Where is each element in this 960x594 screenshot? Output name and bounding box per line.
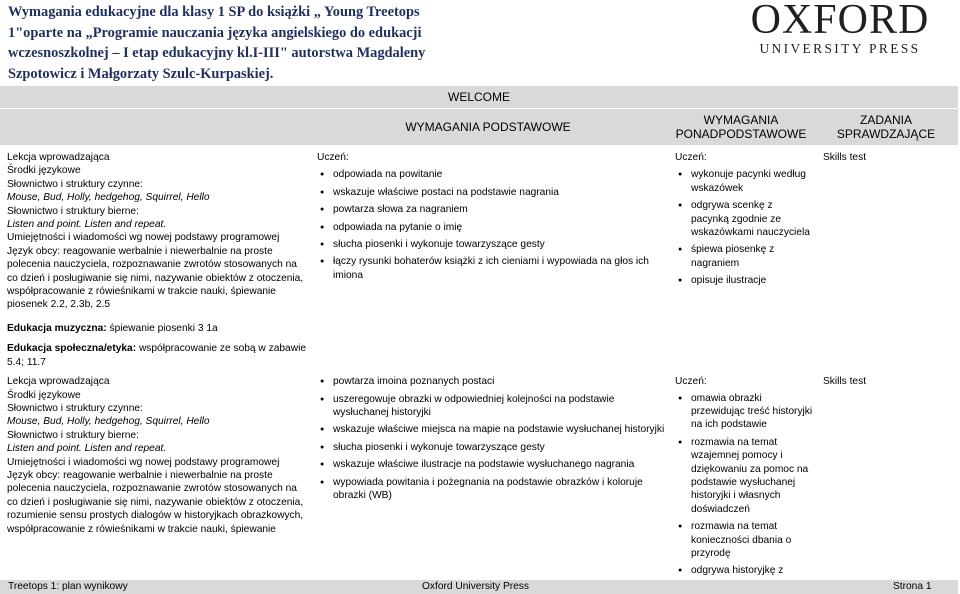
tasks-cell <box>816 369 958 582</box>
footer-page-number: Strona 1 <box>893 581 932 592</box>
language-skills <box>7 469 307 536</box>
oxford-logo <box>742 2 938 57</box>
passive-vocab: Listen and point. Listen and repeat. <box>7 219 167 231</box>
welcome-heading: WELCOME <box>448 90 511 104</box>
skills-heading: Umiejętności i wiadomości wg nowej podstawy programowej <box>7 456 280 468</box>
passive-vocab-label: Słownictwo i struktury bierne: <box>7 429 139 441</box>
active-vocab: Mouse, Bud, Holly, hedgehog, Squirrel, Hello <box>7 416 210 428</box>
skills-test-label: Skills test <box>823 152 867 163</box>
advanced-cell <box>668 369 816 582</box>
table-row <box>0 149 958 312</box>
language-skills <box>7 245 307 312</box>
lesson-title: Lekcja wprowadzająca <box>7 376 110 388</box>
header-basic: WYMAGANIA PODSTAWOWE <box>405 120 571 134</box>
skills-cell <box>0 149 310 312</box>
tasks-cell <box>816 149 958 312</box>
list-item: ● śpiewa piosenkę z nagraniem <box>691 243 813 270</box>
list-item: ● wskazuje właściwe ilustracje na podstawie wysłuchanego nagrania <box>333 458 665 471</box>
list-item: ● powtarza słowa za nagraniem <box>333 203 665 216</box>
social-label: Edukacja społeczna/etyka: <box>7 343 137 355</box>
active-vocab-label: Słownictwo i struktury czynne: <box>7 178 143 190</box>
list-item: ● odpowiada na pytanie o imię <box>333 221 665 234</box>
requirements-table <box>0 149 958 582</box>
language-text: reagowanie werbalnie i niewerbalnie na proste polecenia nauczyciela, rozpoznawanie zwrotów stosowanych na co dzień i posługiwanie się nimi, nazywanie obiektów z otoczenia, współpracowanie z rówieśnikami w trakcie nauki, śpiewanie piosenek 2.2, 2.3b, 2.5 <box>7 245 304 311</box>
language-label: Język obcy: <box>7 469 61 481</box>
list-item: ● wypowiada powitania i pożegnania na podstawie obrazków i koloruje obrazki (WB) <box>333 476 665 503</box>
basic-list <box>317 168 665 282</box>
advanced-cell <box>668 149 816 312</box>
list-item: ● omawia obrazki przewidując treść historyjki na ich podstawie <box>691 392 813 432</box>
means-label: Środki językowe <box>7 165 81 177</box>
table-row <box>0 369 958 582</box>
list-item: ● uszeregowuje obrazki w odpowiedniej kolejności na podstawie wysłuchanej historyjki <box>333 393 665 420</box>
list-item: ● powtarza imoina poznanych postaci <box>333 375 665 388</box>
list-item: ● wykonuje pacynki według wskazówek <box>691 168 813 195</box>
passive-vocab-label: Słownictwo i struktury bierne: <box>7 205 139 217</box>
basic-list <box>317 375 665 502</box>
music-cell <box>0 312 958 335</box>
list-item: ● wskazuje właściwe miejsca na mapie na podstawie wysłuchanej historyjki <box>333 423 665 436</box>
list-item: ● rozmawia na temat wzajemnej pomocy i dziękowaniu za pomoc na podstawie wysłuchanej historyjki i własnych doświadczeń <box>691 436 813 516</box>
list-item: ● odpowiada na powitanie <box>333 168 665 181</box>
footer-left: Treetops 1: plan wynikowy <box>8 581 128 592</box>
passive-vocab: Listen and point. Listen and repeat. <box>7 443 167 455</box>
skills-test-label: Skills test <box>823 376 867 388</box>
student-label: Uczeń: <box>675 152 707 163</box>
basic-cell <box>310 369 668 582</box>
list-item: ● rozmawia na temat konieczności dbania o przyrodę <box>691 520 813 560</box>
table-row <box>0 312 958 335</box>
active-vocab: Mouse, Bud, Holly, hedgehog, Squirrel, Hello <box>7 192 210 204</box>
logo-sub: UNIVERSITY PRESS <box>759 41 921 56</box>
list-item: ● słucha piosenki i wykonuje towarzyszące gesty <box>333 441 665 454</box>
advanced-list <box>675 168 813 287</box>
list-item: ● wskazuje właściwe postaci na podstawie nagrania <box>333 186 665 199</box>
welcome-bar <box>0 86 958 108</box>
document-title: Wymagania edukacyjne dla klasy 1 SP do książki „ Young Treetops 1"oparte na „Programie nauczania języka angielskiego do edukacji wczesnoszkolnej – I etap edukacyjny kl.I-III" autorstwa Magdaleny Szpotowicz i Małgorzaty Szulc-Kurpaskiej. <box>8 4 426 82</box>
list-item: ● odgrywa scenkę z pacynką zgodnie ze wskazówkami nauczyciela <box>691 199 813 239</box>
music-text: śpiewanie piosenki 3 1a <box>106 322 218 334</box>
header-tasks: ZADANIA SPRAWDZAJĄCE <box>836 113 936 141</box>
logo-main: OXFORD <box>750 0 930 43</box>
list-item: ● opisuje ilustracje <box>691 274 813 287</box>
skills-heading: Umiejętności i wiadomości wg nowej podstawy programowej <box>7 232 280 244</box>
lesson-title: Lekcja wprowadzająca <box>7 152 110 163</box>
active-vocab-label: Słownictwo i struktury czynne: <box>7 402 143 414</box>
footer-center: Oxford University Press <box>422 581 529 592</box>
table-row <box>0 335 958 369</box>
header-advanced: WYMAGANIA PONADPODSTAWOWE <box>675 113 807 141</box>
basic-cell <box>310 149 668 312</box>
list-item: ● łączy rysunki bohaterów książki z ich cieniami i wypowiada na głos ich imiona <box>333 255 665 282</box>
list-item: ● słucha piosenki i wykonuje towarzyszące gesty <box>333 238 665 251</box>
language-label: Język obcy: <box>7 245 61 257</box>
means-label: Środki językowe <box>7 389 81 401</box>
list-item: ● odgrywa historyjkę z <box>691 564 813 577</box>
advanced-list <box>675 392 813 578</box>
music-label: Edukacja muzyczna: <box>7 322 107 334</box>
skills-cell <box>0 369 310 582</box>
page-footer <box>0 580 958 594</box>
student-label: Uczeń: <box>317 152 349 163</box>
column-headers <box>0 109 958 145</box>
student-label: Uczeń: <box>675 376 707 388</box>
social-cell <box>0 335 310 369</box>
language-text: reagowanie werbalnie i niewerbalnie na proste polecenia nauczyciela, rozpoznawanie zwrotów stosowanych na co dzień i posługiwanie się nimi, nazywanie obiektów z otoczenia, rozumienie sensu prostych dialogów w historyjkach obrazkowych, współpracowanie z rówieśnikami w trakcie nauki, śpiewanie <box>7 469 304 535</box>
social-text: współpracowanie ze sobą w zabawie 5.4; 11.7 <box>7 343 306 368</box>
